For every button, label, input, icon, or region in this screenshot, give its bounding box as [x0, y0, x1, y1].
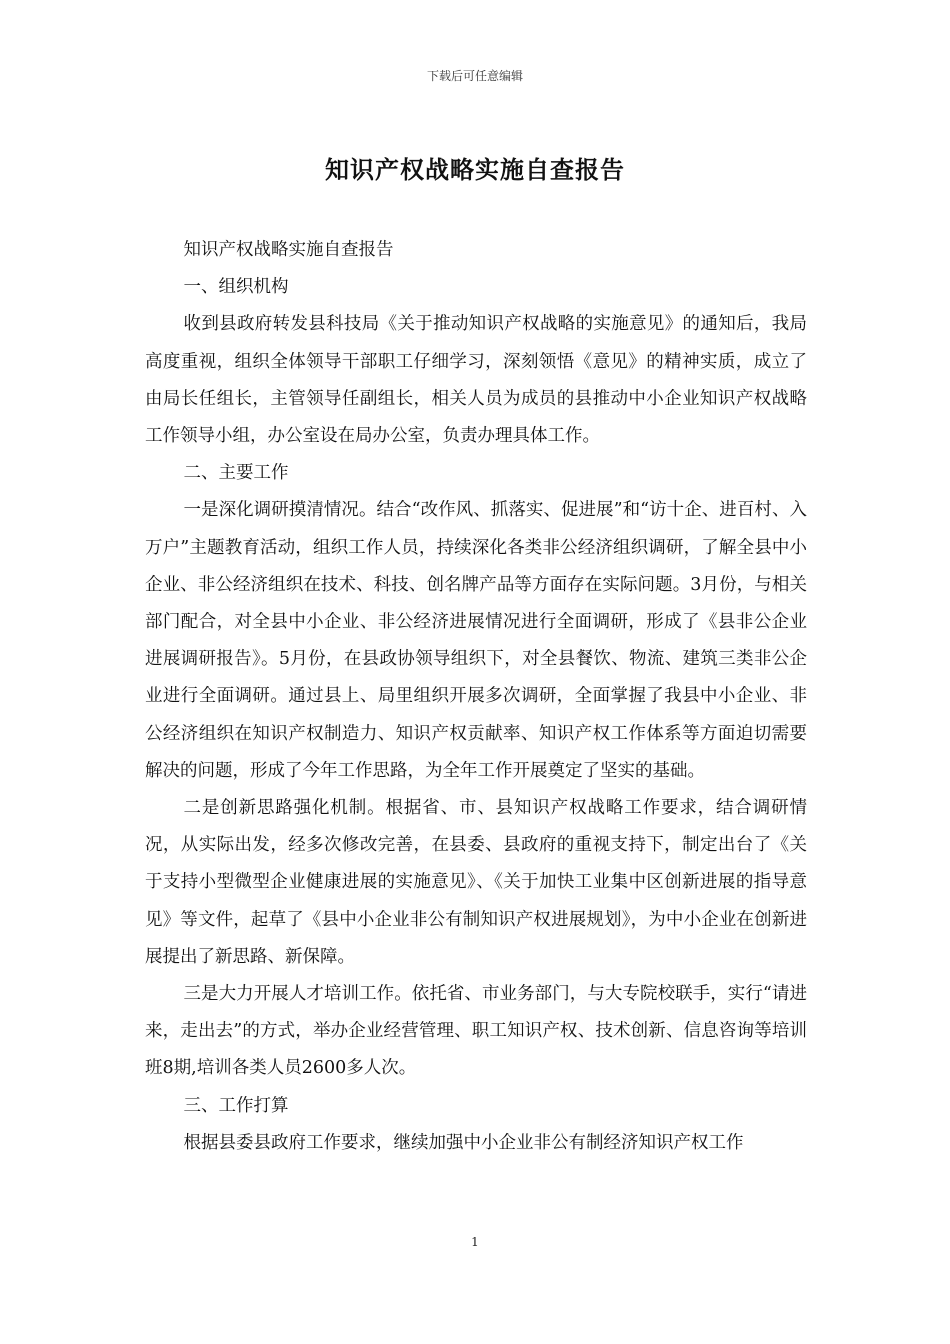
paragraph-organization: 收到县政府转发县科技局《关于推动知识产权战略的实施意见》的通知后，我局高度重视，组织全体领导干部职工仔细学习，深刻领悟《意见》的精神实质，成立了由局长任组长，主管领导任副组长，相关人员为成员的县推动中小企业知识产权战略工作领导小组，办公室设在局办公室，负责办理具体工作。 — [145, 314, 807, 447]
paragraph-training: 三是大力开展人才培训工作。依托省、市业务部门，与大专院校联手，实行“请进来，走出去”的方式，举办企业经营管理、职工知识产权、技术创新、信息咨询等培训班8期,培训各类人员2600多人次。 — [145, 984, 807, 1079]
section-heading-plans: 三、工作打算 — [183, 1095, 289, 1116]
page-number: 1 — [471, 1235, 479, 1249]
page-header-note: 下载后可任意编辑 — [426, 69, 523, 83]
paragraph-innovation: 二是创新思路强化机制。根据省、市、县知识产权战略工作要求，结合调研情况，从实际出发，经多次修改完善，在县委、县政府的重视支持下，制定出台了《关于支持小型微型企业健康进展的实施意见》、《关于加快工业集中区创新进展的指导意见》等文件，起草了《县中小企业非公有制知识产权进展规划》，为中小企业在创新进展提出了新思路、新保障。 — [145, 798, 807, 967]
paragraph-research: 一是深化调研摸清情况。结合“改作风、抓落实、促进展”和“访十企、进百村、入万户”主题教育活动，组织工作人员，持续深化各类非公经济组织调研，了解全县中小企业、非公经济组织在技术、科技、创名牌产品等方面存在实际问题。3月份，与相关部门配合，对全县中小企业、非公经济进展情况进行全面调研，形成了《县非公企业进展调研报告》。5月份，在县政协领导组织下，对全县餐饮、物流、建筑三类非公企业进行全面调研。通过县上、局里组织开展多次调研，全面掌握了我县中小企业、非公经济组织在知识产权制造力、知识产权贡献率、知识产权工作体系等方面迫切需要解决的问题，形成了今年工作思路，为全年工作开展奠定了坚实的基础。 — [145, 500, 807, 781]
document-body — [145, 232, 807, 1162]
document-title: 知识产权战略实施自查报告 — [325, 155, 625, 184]
section-heading-organization: 一、组织机构 — [183, 277, 289, 298]
section-heading-main-work: 二、主要工作 — [183, 463, 289, 484]
paragraph-plans: 根据县委县政府工作要求，继续加强中小企业非公有制经济知识产权工作 — [183, 1132, 744, 1153]
paragraph-subtitle: 知识产权战略实施自查报告 — [183, 240, 394, 260]
